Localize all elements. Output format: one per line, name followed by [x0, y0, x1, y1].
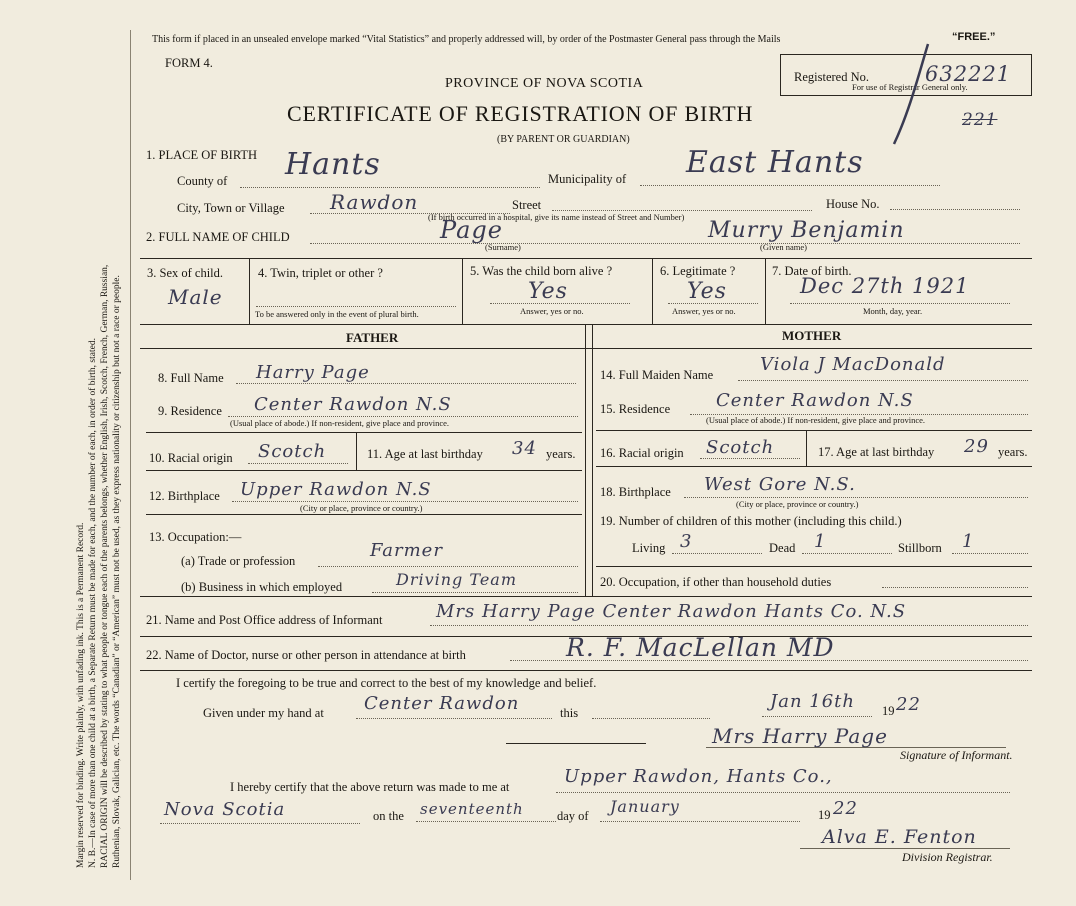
informant-label: 21. Name and Post Office address of Informant: [146, 613, 383, 627]
mother-children-label: 19. Number of children of this mother (including this child.): [600, 514, 902, 528]
registrar-caption: Division Registrar.: [902, 850, 993, 864]
father-name: Harry Page: [256, 362, 370, 383]
mother-residence-note: (Usual place of abode.) If non-resident, give place and province.: [706, 415, 926, 425]
child-name-label: 2. FULL NAME OF CHILD: [146, 230, 290, 244]
mother-race-label: 16. Racial origin: [600, 446, 684, 460]
legit-value: Yes: [687, 279, 727, 304]
registrar-year: 22: [833, 798, 858, 819]
registrar-signature: Alva E. Fenton: [822, 826, 977, 848]
form-number: FORM 4.: [165, 56, 213, 70]
father-residence: Center Rawdon N.S: [254, 394, 452, 415]
sex-value: Male: [168, 285, 223, 309]
father-heading: FATHER: [346, 330, 399, 345]
registrar-year-prefix: 19: [818, 808, 831, 822]
stillborn-label: Stillborn: [898, 541, 942, 555]
registered-label: Registered No.: [794, 70, 869, 84]
province-heading: PROVINCE OF NOVA SCOTIA: [445, 76, 644, 91]
legit-note: Answer, yes or no.: [672, 306, 736, 316]
twin-note: To be answered only in the event of plural birth.: [255, 309, 419, 319]
pen-stroke: [880, 40, 940, 150]
living-label: Living: [632, 541, 666, 555]
father-residence-note: (Usual place of abode.) If non-resident, give place and province.: [230, 418, 450, 428]
street-label: Street: [512, 198, 542, 212]
father-age-label: 11. Age at last birthday: [367, 447, 483, 461]
city-label: City, Town or Village: [177, 201, 285, 215]
informant-value: Mrs Harry Page Center Rawdon Hants Co. N.S: [436, 601, 907, 622]
registrar-text: I hereby certify that the above return was made to me at: [230, 780, 510, 794]
place-label: 1. PLACE OF BIRTH: [146, 148, 258, 162]
side-note-racial: RACIAL ORIGIN will be described by stating to what people or tongue each of the parents belongs, whether English, Irish, Scotch, French, German, Russian,: [100, 264, 110, 868]
date-note: Month, day, year.: [863, 306, 923, 316]
given-caption: (Given name): [760, 242, 807, 252]
side-note-racial-2: Ruthenian, Slovak, Galician, etc. The words “Canadian” or “American” must not be used, as they express nationality or citizenship but not a race or people.: [112, 275, 122, 868]
surname-caption: (Surname): [485, 242, 521, 252]
registrar-on-the: on the: [373, 809, 404, 823]
date-label: 7. Date of birth.: [772, 264, 852, 278]
mail-note: This form if placed in an unsealed envelope marked “Vital Statistics” and properly addressed will, by order of the Postmaster General pass through the Mails: [152, 34, 781, 45]
alive-value: Yes: [528, 279, 568, 304]
father-residence-label: 9. Residence: [158, 404, 222, 418]
date-value: Dec 27th 1921: [800, 274, 970, 298]
registrar-day: seventeenth: [420, 800, 524, 818]
registrar-day-of: day of: [557, 809, 589, 823]
child-given-name: Murry Benjamin: [708, 218, 905, 243]
subtitle: (BY PARENT OR GUARDIAN): [497, 134, 630, 145]
certify-year: 22: [896, 694, 921, 715]
mother-race: Scotch: [706, 437, 775, 458]
informant-signature-caption: Signature of Informant.: [900, 748, 1013, 762]
father-years: years.: [546, 447, 576, 461]
city-value: Rawdon: [330, 190, 419, 214]
mother-age-label: 17. Age at last birthday: [818, 445, 935, 459]
house-label: House No.: [826, 197, 880, 211]
mother-years: years.: [998, 445, 1028, 459]
side-note-binding: Margin reserved for binding. Write plainly, with unfading ink. This is a Permanent Record.: [76, 522, 86, 868]
free-label: “FREE.”: [952, 31, 996, 43]
county-label: County of: [177, 174, 228, 188]
dead-label: Dead: [769, 541, 796, 555]
given-under-label: Given under my hand at: [203, 706, 324, 720]
father-occupation-label: 13. Occupation:—: [149, 530, 242, 544]
sex-label: 3. Sex of child.: [147, 266, 224, 280]
child-surname: Page: [440, 216, 503, 244]
alive-note: Answer, yes or no.: [520, 306, 584, 316]
mother-birthplace: West Gore N.S.: [704, 474, 856, 495]
father-trade: Farmer: [370, 540, 443, 561]
certify-text: I certify the foregoing to be true and correct to the best of my knowledge and belief.: [176, 676, 597, 690]
mother-heading: MOTHER: [782, 328, 842, 343]
registrar-place: Upper Rawdon, Hants Co.,: [564, 766, 833, 787]
doctor-value: R. F. MacLellan MD: [566, 633, 835, 662]
struck-number: 221: [962, 110, 998, 130]
father-business: Driving Team: [396, 570, 517, 589]
side-note-plural: N. B.—In case of more than one child at a birth, a Separate Return must be made for each, and the number of each, in order of birth, stated.: [88, 338, 98, 868]
mother-birthplace-label: 18. Birthplace: [600, 485, 671, 499]
father-age: 34: [512, 438, 537, 459]
registered-number: 632221: [925, 62, 1012, 86]
father-name-label: 8. Full Name: [158, 371, 224, 385]
doctor-label: 22. Name of Doctor, nurse or other person in attendance at birth: [146, 648, 466, 662]
informant-signature: Mrs Harry Page: [712, 724, 888, 748]
father-birthplace: Upper Rawdon N.S: [240, 479, 432, 500]
father-trade-label: (a) Trade or profession: [181, 554, 296, 568]
certify-place: Center Rawdon: [364, 693, 520, 714]
municipality-value: East Hants: [686, 145, 864, 180]
father-race-label: 10. Racial origin: [149, 451, 233, 465]
mother-birthplace-note: (City or place, province or country.): [736, 499, 859, 509]
certify-year-prefix: 19: [882, 704, 895, 718]
father-birthplace-label: 12. Birthplace: [149, 489, 220, 503]
dead-value: 1: [814, 531, 827, 552]
mother-age: 29: [964, 436, 989, 457]
hospital-note: (If birth occurred in a hospital, give its name instead of Street and Number): [428, 212, 685, 222]
registrar-use-note: For use of Registrar General only.: [852, 82, 968, 92]
municipality-label: Municipality of: [548, 172, 627, 186]
certify-this: this: [560, 706, 579, 720]
father-business-label: (b) Business in which employed: [181, 580, 343, 594]
living-value: 3: [680, 531, 693, 552]
registrar-province: Nova Scotia: [164, 799, 286, 820]
stillborn-value: 1: [962, 531, 975, 552]
page-title: CERTIFICATE OF REGISTRATION OF BIRTH: [287, 101, 754, 126]
margin-rule: [130, 30, 131, 880]
mother-name-label: 14. Full Maiden Name: [600, 368, 714, 382]
father-race: Scotch: [258, 441, 327, 462]
father-birthplace-note: (City or place, province or country.): [300, 503, 423, 513]
mother-name: Viola J MacDonald: [760, 354, 946, 375]
twin-label: 4. Twin, triplet or other ?: [258, 266, 383, 280]
alive-label: 5. Was the child born alive ?: [470, 264, 613, 278]
mother-residence-label: 15. Residence: [600, 402, 671, 416]
registrar-month: January: [610, 797, 680, 816]
certify-date: Jan 16th: [770, 691, 855, 712]
mother-occupation-label: 20. Occupation, if other than household duties: [600, 575, 832, 589]
legit-label: 6. Legitimate ?: [660, 264, 736, 278]
county-value: Hants: [285, 147, 381, 182]
mother-residence: Center Rawdon N.S: [716, 390, 914, 411]
